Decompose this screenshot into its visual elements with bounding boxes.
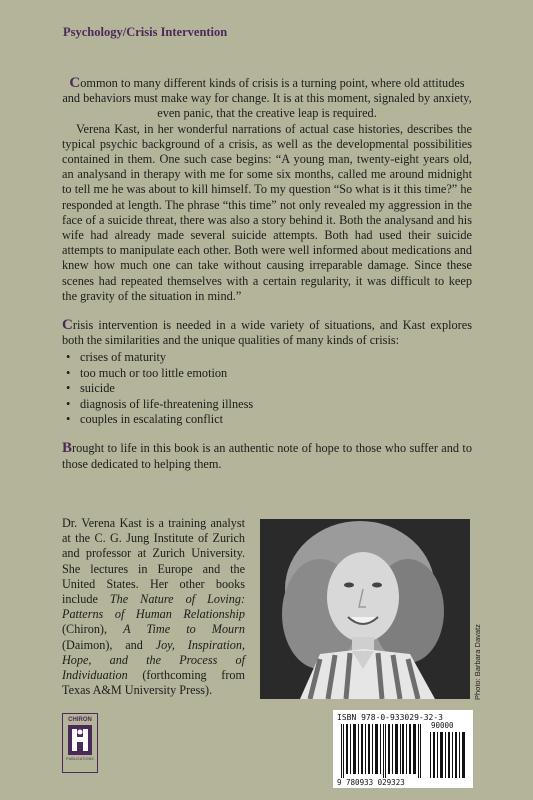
publisher-logo	[62, 713, 98, 773]
paragraph-text: ommon to many different kinds of crisis is a turning point, where old attitudes and behaviors must make way for change. It is at this moment, signaled by anxiety, even panic, that the creative leap is required.	[62, 76, 472, 121]
list-item: • too much or too little emotion	[66, 365, 228, 380]
bullet-glyph: •	[66, 396, 71, 411]
blurb-paragraph-2: Verena Kast, in her wonderful narrations of actual case histories, describes the typical psychic background of a crisis, as well as the developmental possibilities contained in them. One such case begins: “A young man, twenty-eight years old, an analysand in therapy with me for some six months, called me around midnight to tell me he was about to kill himself. To my question “So what is it this time?” he responded at length. The phrase “this time” not only revealed my aggression in the face of a suicide threat, there was also a story behind it. Both the analysand and his wife had already made several suicide attempts. Both had used their suicide attempts to manipulate each other. Both were well informed about medications and knew how much one can take without causing irreparable damage. Since these scenes had repeated themselves with a certain regularity, it was difficult to keep the gravity of the situation in mind.”	[62, 121, 472, 303]
paragraph-text: risis intervention is needed in a wide variety of situations, and Kast explores both the similarities and the unique qualities of many kinds of crisis:	[62, 318, 472, 348]
book-title: The Nature of Loving: Patterns of Human Relationship	[62, 592, 246, 622]
photo-credit: Photo: Barbara Davatz	[473, 624, 482, 700]
isbn-text: ISBN 978-0-933029-32-3	[337, 713, 443, 722]
list-item: • crises of maturity	[66, 350, 167, 365]
author-photo	[260, 519, 470, 699]
publisher-subtitle: PUBLICATIONS	[66, 757, 94, 761]
book-title: A Time to Mourn	[123, 622, 245, 637]
ean-number: 9 780933 029323	[337, 778, 405, 787]
list-item: • couples in escalating conflict	[66, 412, 224, 427]
paragraph-text: rought to life in this book is an authentic note of hope to those who suffer and to those dedicated to helping them.	[62, 441, 472, 471]
drop-initial: B	[62, 440, 73, 457]
drop-initial: C	[62, 317, 73, 334]
list-item: • suicide	[66, 381, 115, 396]
publisher-name: CHIRON	[68, 717, 92, 723]
blurb-paragraph-4	[62, 441, 472, 471]
barcode-addon: 90000	[431, 721, 454, 730]
crises-list	[62, 350, 472, 427]
blurb-paragraph-3	[62, 318, 472, 348]
list-item: • diagnosis of life-threatening illness	[66, 396, 254, 411]
bullet-glyph: •	[66, 381, 71, 396]
bullet-glyph: •	[66, 412, 71, 427]
back-cover-blurb	[62, 76, 472, 472]
isbn-barcode	[333, 710, 473, 788]
drop-initial: C	[69, 75, 81, 91]
blurb-paragraph-1	[62, 76, 472, 122]
author-bio: Dr. Verena Kast is a training analyst at the C. G. Jung Institute of Zurich and professor at Zurich University. She lectures in Europe and the United States. Her other books include The Nature of Loving: Patterns of Human Relationship (Chiron), A Time to Mourn (Daimon), and Joy, Inspiration, Hope, and the Process of Individuation (forthcoming from Texas A&M University Press).	[62, 516, 246, 698]
chiron-emblem-icon	[68, 725, 92, 755]
category-label: Psychology/Crisis Intervention	[63, 25, 228, 39]
book-title: Joy, Inspiration, Hope, and the Process of Individuation	[62, 637, 245, 683]
bullet-glyph: •	[66, 350, 71, 365]
bullet-glyph: •	[66, 365, 71, 380]
